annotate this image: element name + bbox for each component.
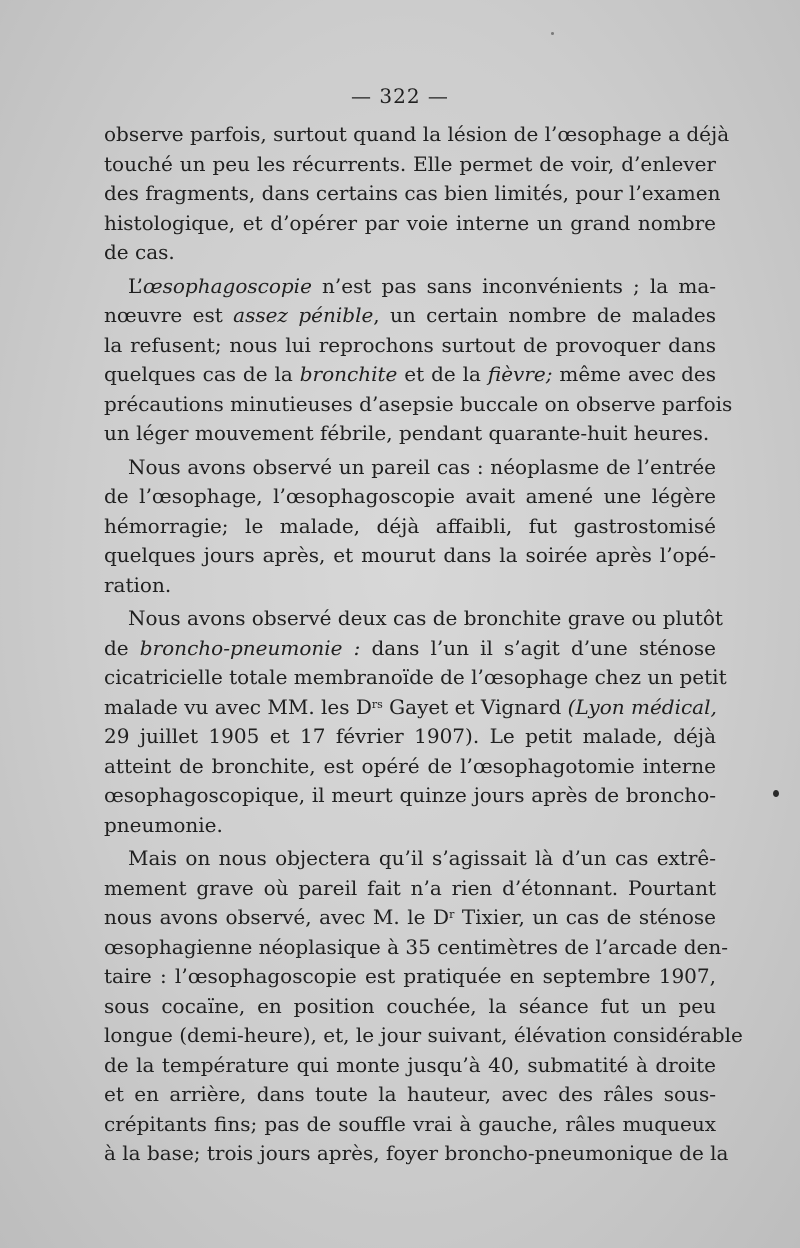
text-line [104, 844, 716, 874]
italic-text: broncho-pneumonie : [139, 635, 361, 660]
text-line [104, 390, 733, 420]
text-segment: malade vu avec MM. les D [104, 694, 372, 719]
text-segment: un léger mouvement fébrile, pendant quarante-huit heures. [104, 421, 710, 445]
text-segment: observe parfois, surtout quand la lésion de l’œsophage a déjà [104, 122, 730, 146]
text-line [104, 179, 721, 209]
text-line [104, 903, 716, 933]
text-segment: et en arrière, dans toute la hauteur, avec des râles sous- [104, 1082, 716, 1106]
text-segment: de la température qui monte jusqu’à 40, submatité à droite [104, 1052, 716, 1077]
text-line [104, 272, 716, 302]
text-segment: des fragments, dans certains cas bien limités, pour l’examen [104, 181, 721, 205]
italic-text: œsophagoscopie [142, 273, 312, 298]
text-segment: quelques cas de la [104, 362, 300, 386]
italic-text: fièvre; [487, 362, 553, 386]
text-line [104, 781, 716, 811]
text-segment: pneumonie. [104, 812, 223, 837]
text-line [104, 512, 716, 542]
text-segment: n’est pas sans inconvénients ; la ma- [311, 273, 716, 298]
text-segment: Tixier, un cas de sténose [454, 905, 717, 929]
text-segment: atteint de bronchite, est opéré de l’œsophagotomie interne [104, 753, 716, 778]
text-segment: la refusent; nous lui reprochons surtout de provoquer dans [104, 332, 716, 357]
italic-text: assez pénible [233, 303, 374, 327]
text-segment: à la base; trois jours après, foyer broncho-pneumonique de la [104, 1141, 729, 1165]
text-segment: hémorragie; le malade, déjà affaibli, fut gastrostomisé [104, 513, 716, 538]
text-line [104, 752, 716, 782]
text-line [104, 120, 730, 150]
text-segment: 29 juillet 1905 et 17 février 1907). Le petit malade, déjà [104, 724, 716, 748]
text-segment: même avec des [552, 362, 716, 386]
text-segment: nous avons observé, avec M. le D [104, 905, 450, 929]
text-line [104, 874, 716, 904]
text-segment: de [104, 635, 140, 660]
text-segment: , un certain nombre de malades [373, 303, 716, 327]
text-line [104, 1021, 743, 1051]
text-line [104, 419, 716, 449]
text-line [104, 301, 716, 331]
text-segment: Mais on nous objectera qu’il s’agissait là d’un cas extrê- [128, 846, 716, 870]
text-segment: taire : l’œsophagoscopie est pratiquée en septembre 1907, [104, 964, 716, 988]
text-segment: touché un peu les récurrents. Elle permet de voir, d’enlever [104, 151, 716, 176]
text-segment: mement grave où pareil fait n’a rien d’étonnant. Pourtant [104, 875, 716, 900]
text-line [104, 1139, 729, 1169]
italic-text: (Lyon médical, [567, 694, 717, 719]
text-line [104, 663, 727, 693]
text-line [104, 722, 716, 752]
text-line [104, 571, 716, 601]
superscript: r [449, 908, 455, 921]
text-line [104, 933, 729, 963]
superscript: rs [371, 697, 383, 711]
text-segment: crépitants fins; pas de souffle vrai à gauche, râles muqueux [104, 1111, 716, 1136]
text-line [104, 1080, 716, 1110]
margin-speck [551, 32, 554, 35]
text-segment: cicatricielle totale membranoïde de l’œsophage chez un petit [104, 665, 727, 689]
page-number: — 322 — [351, 84, 449, 108]
text-segment: œsophagoscopique, il meurt quinze jours après de broncho- [104, 783, 716, 807]
text-line [104, 482, 716, 512]
text-segment: quelques jours après, et mourut dans la soirée après l’opé- [104, 543, 716, 567]
text-segment: sous cocaïne, en position couchée, la séance fut un peu [104, 993, 716, 1018]
text-segment: précautions minutieuses d’asepsie buccale on observe parfois [104, 391, 733, 416]
text-segment: histologique, et d’opérer par voie interne un grand nombre [104, 210, 716, 235]
text-segment: L’ [128, 273, 143, 298]
text-segment: et de la [397, 362, 488, 386]
text-line [104, 992, 716, 1022]
text-segment: dans l’un il s’agit d’une sténose [360, 635, 717, 660]
text-line [104, 541, 716, 571]
text-line [104, 1051, 716, 1081]
text-line [104, 604, 723, 634]
text-line [104, 238, 716, 268]
text-line [104, 811, 716, 841]
text-line [104, 453, 716, 483]
text-line [104, 962, 716, 992]
text-line [104, 634, 716, 664]
margin-speck [773, 790, 779, 797]
text-segment: ration. [104, 572, 172, 597]
text-line [104, 150, 716, 180]
text-line [104, 1110, 716, 1140]
body-text [104, 120, 743, 1169]
text-segment: nœuvre est [104, 303, 234, 327]
text-segment: Nous avons observé deux cas de bronchite grave ou plutôt [128, 606, 723, 630]
text-line [104, 693, 716, 723]
text-line [104, 360, 716, 390]
text-line [104, 331, 716, 361]
text-line [104, 209, 716, 239]
text-segment: Nous avons observé un pareil cas : néoplasme de l’entrée [128, 454, 716, 479]
text-segment: Gayet et Vignard [382, 694, 568, 719]
text-segment: de l’œsophage, l’œsophagoscopie avait amené une légère [104, 484, 716, 508]
italic-text: bronchite [299, 362, 398, 386]
text-segment: de cas. [104, 240, 175, 264]
text-segment: longue (demi-heure), et, le jour suivant, élévation considérable [104, 1023, 743, 1047]
text-segment: œsophagienne néoplasique à 35 centimètres de l’arcade den- [104, 934, 729, 959]
